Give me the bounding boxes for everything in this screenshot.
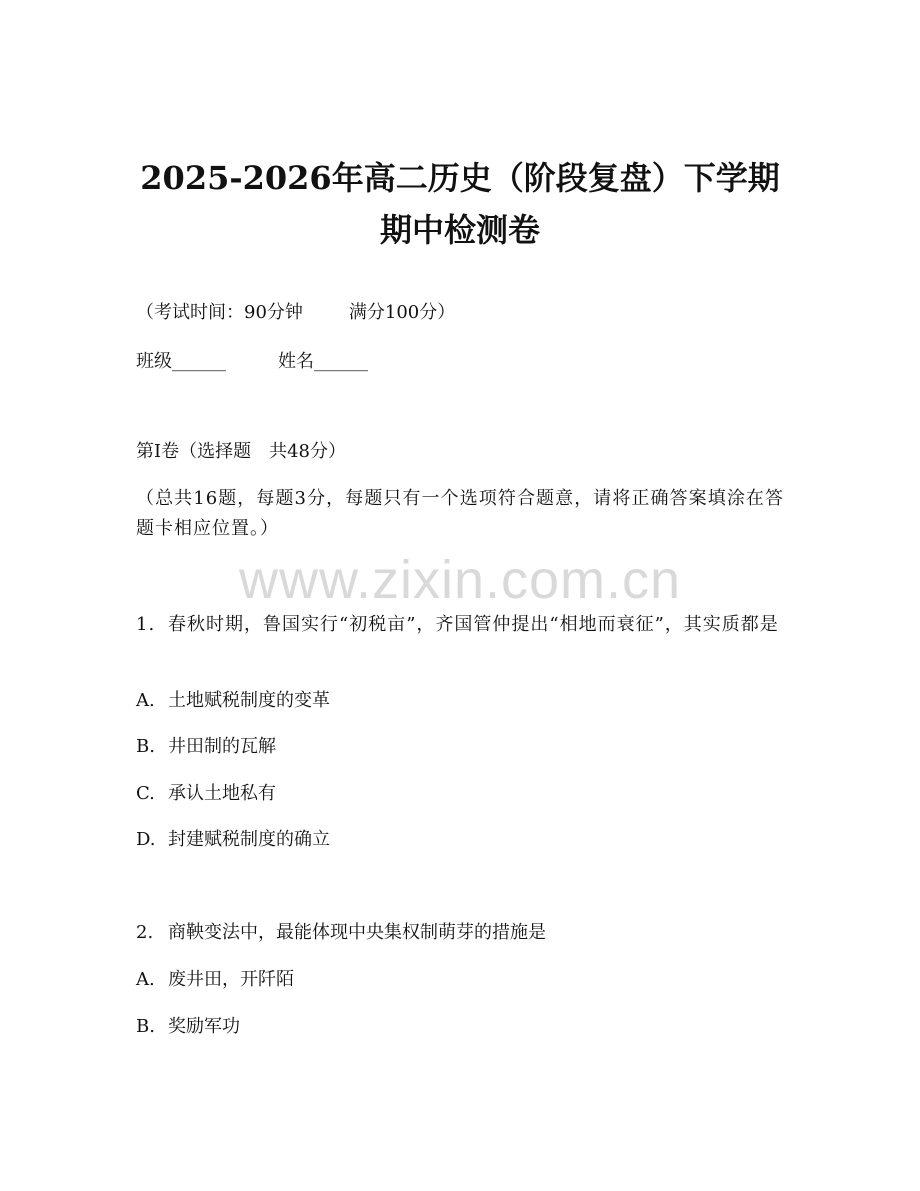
option-text: 承认土地私有 xyxy=(168,783,276,804)
exam-info xyxy=(136,300,455,326)
option-letter: A. xyxy=(136,690,155,711)
option-letter: D. xyxy=(136,829,156,850)
option-text: 废井田，开阡陌 xyxy=(168,969,294,990)
question-1-option-b xyxy=(136,734,276,760)
option-letter: B. xyxy=(136,1016,155,1037)
option-text: 奖励军功 xyxy=(168,1016,240,1037)
question-1-option-a xyxy=(136,688,330,714)
question-2-option-a xyxy=(136,967,294,993)
option-text: 土地赋税制度的变革 xyxy=(168,690,330,711)
exam-full-score: 满分100分） xyxy=(348,302,456,323)
question-2-stem xyxy=(136,920,546,946)
question-2-option-b xyxy=(136,1014,240,1040)
question-number: 2. xyxy=(136,922,154,943)
exam-title-line1: 2025-2026年高二历史（阶段复盘）下学期 xyxy=(140,159,780,197)
exam-title-line2: 期中检测卷 xyxy=(379,211,540,249)
class-field: 班级______ xyxy=(136,351,226,372)
option-letter: B. xyxy=(136,736,155,757)
exam-time: （考试时间：90分钟 xyxy=(136,302,303,323)
question-text: 商鞅变法中，最能体现中央集权制萌芽的措施是 xyxy=(168,922,546,943)
option-letter: C. xyxy=(136,783,155,804)
question-1-option-c xyxy=(136,781,276,807)
question-1-option-d xyxy=(136,827,330,853)
option-text: 井田制的瓦解 xyxy=(168,736,276,757)
watermark: www.zixin.com.cn xyxy=(238,550,682,610)
section-instructions: （总共16题，每题3分，每题只有一个选项符合题意，请将正确答案填涂在答题卡相应位置。） xyxy=(136,488,784,539)
name-field: 姓名______ xyxy=(278,351,368,372)
option-text: 封建赋税制度的确立 xyxy=(168,829,330,850)
question-text: 春秋时期，鲁国实行“初税亩”，齐国管仲提出“相地而衰征”，其实质都是 xyxy=(168,614,779,635)
option-letter: A. xyxy=(136,969,155,990)
section-heading: 第Ⅰ卷（选择题 共48分） xyxy=(136,441,347,462)
student-fields xyxy=(136,349,368,375)
question-1-stem xyxy=(136,610,784,640)
question-number: 1. xyxy=(136,614,156,635)
